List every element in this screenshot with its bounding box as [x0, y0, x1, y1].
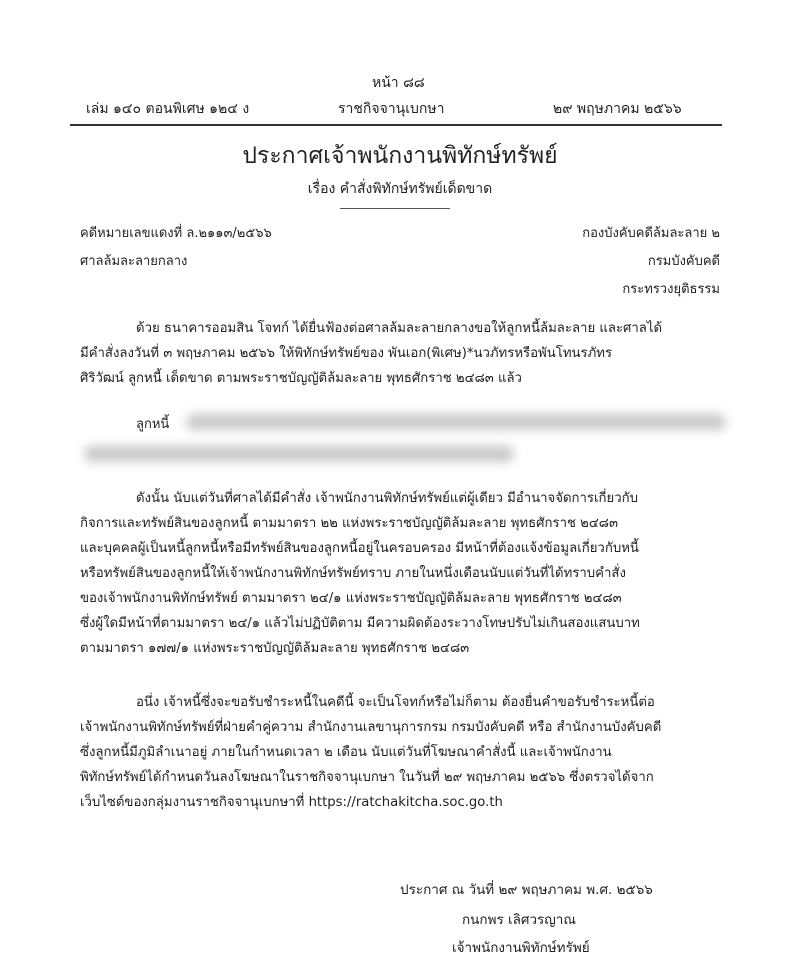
publication-name: ราชกิจจานุเบกษา: [338, 101, 445, 117]
department-name: กรมบังคับคดี: [647, 254, 720, 269]
page-number: หน้า ๘๘: [372, 75, 425, 91]
paragraph-line: ดังนั้น นับแต่วันที่ศาลได้มีคำสั่ง เจ้าพนักงานพิทักษ์ทรัพย์แต่ผู้เดียว มีอำนาจจัดการเกี่ยวกับ: [136, 491, 638, 506]
signatory-name: กนกพร เลิศวรญาณ: [462, 912, 576, 928]
paragraph-line: ศิริวัฒน์ ลูกหนี้ เด็ดขาด ตามพระราชบัญญัติล้มละลาย พุทธศักราช ๒๔๘๓ แล้ว: [80, 371, 522, 386]
paragraph-line: เว็บไซต์ของกลุ่มงานราชกิจจานุเบกษาที่ https://ratchakitcha.soc.go.th: [80, 795, 503, 810]
signatory-position: เจ้าพนักงานพิทักษ์ทรัพย์: [452, 940, 590, 956]
paragraph-line: ซึ่งผู้ใดมีหน้าที่ตามมาตรา ๒๔/๑ แล้วไม่ปฏิบัติตาม มีความผิดต้องระวางโทษปรับไม่เกินสองแสนบาท: [80, 616, 640, 631]
paragraph-filing: [80, 316, 720, 391]
paragraph-line: และบุคคลผู้เป็นหนี้ลูกหนี้หรือมีทรัพย์สินของลูกหนี้อยู่ในครอบครอง มีหน้าที่ต้องแจ้งข้อมูลเกี่ยวกับหนี้: [80, 541, 639, 556]
announcement-date: ประกาศ ณ วันที่ ๒๙ พฤษภาคม พ.ศ. ๒๕๖๖: [400, 882, 653, 898]
paragraph-line: หรือทรัพย์สินของลูกหนี้ให้เจ้าพนักงานพิทักษ์ทรัพย์ทราบ ภายในหนึ่งเดือนนับแต่วันที่ได้ทราบคำสั่ง: [80, 566, 626, 581]
paragraph-line: ด้วย ธนาคารออมสิน โจทก์ ได้ยื่นฟ้องต่อศาลล้มละลายกลางขอให้ลูกหนี้ล้มละลาย และศาลได้: [136, 321, 663, 336]
paragraph-line: กิจการและทรัพย์สินของลูกหนี้ ตามมาตรา ๒๒ แห่งพระราชบัญญัติล้มละลาย พุทธศักราช ๒๔๘๓: [80, 516, 618, 531]
redacted-debtor-address: [84, 446, 514, 462]
redacted-debtor-details: [186, 414, 726, 430]
paragraph-line: ของเจ้าพนักงานพิทักษ์ทรัพย์ ตามมาตรา ๒๔/๑ แห่งพระราชบัญญัติล้มละลาย พุทธศักราช ๒๔๘๓: [80, 591, 622, 606]
paragraph-claims: [80, 690, 720, 815]
paragraph-line: ตามมาตรา ๑๗๗/๑ แห่งพระราชบัญญัติล้มละลาย พุทธศักราช ๒๔๘๓: [80, 641, 470, 656]
paragraph-line: ซึ่งลูกหนี้มีภูมิลำเนาอยู่ ภายในกำหนดเวลา ๒ เดือน นับแต่วันที่โฆษณาคำสั่งนี้ และเจ้าพนักงาน: [80, 745, 612, 760]
court-name: ศาลล้มละลายกลาง: [80, 254, 188, 269]
paragraph-line: พิทักษ์ทรัพย์ได้กำหนดวันลงโฆษณาในราชกิจจานุเบกษา ในวันที่ ๒๙ พฤษภาคม ๒๕๖๖ ซึ่งตรวจได้จาก: [80, 770, 654, 785]
announcement-title: ประกาศเจ้าพนักงานพิทักษ์ทรัพย์: [242, 143, 558, 169]
case-number: คดีหมายเลขแดงที่ ล.๒๑๑๓/๒๕๖๖: [80, 226, 272, 241]
paragraph-powers: [80, 486, 720, 661]
paragraph-line: มีคำสั่งลงวันที่ ๓ พฤษภาคม ๒๕๖๖ ให้พิทักษ์ทรัพย์ของ พันเอก(พิเศษ)*นวภัทรหรือพันโทนรภัทร: [80, 346, 613, 361]
header-divider: [70, 124, 722, 126]
ministry-name: กระทรวงยุติธรรม: [622, 282, 720, 297]
paragraph-line: อนึ่ง เจ้าหนี้ซึ่งจะขอรับชำระหนี้ในคดีนี้ จะเป็นโจทก์หรือไม่ก็ตาม ต้องยื่นคำขอรับชำระหนี้ต่อ: [136, 695, 655, 710]
volume-info: เล่ม ๑๔๐ ตอนพิเศษ ๑๒๔ ง: [86, 101, 250, 117]
paragraph-line: เจ้าพนักงานพิทักษ์ทรัพย์ที่ฝ่ายคำคู่ความ สำนักงานเลขานุการกรม กรมบังคับคดี หรือ สำนักงานบังคับคดี: [80, 720, 662, 735]
division-name: กองบังคับคดีล้มละลาย ๒: [582, 226, 720, 241]
announcement-subject: เรื่อง คำสั่งพิทักษ์ทรัพย์เด็ดขาด: [307, 181, 493, 197]
title-divider: [340, 208, 450, 209]
debtor-label: ลูกหนี้: [136, 417, 170, 432]
publication-date: ๒๙ พฤษภาคม ๒๕๖๖: [553, 101, 682, 117]
